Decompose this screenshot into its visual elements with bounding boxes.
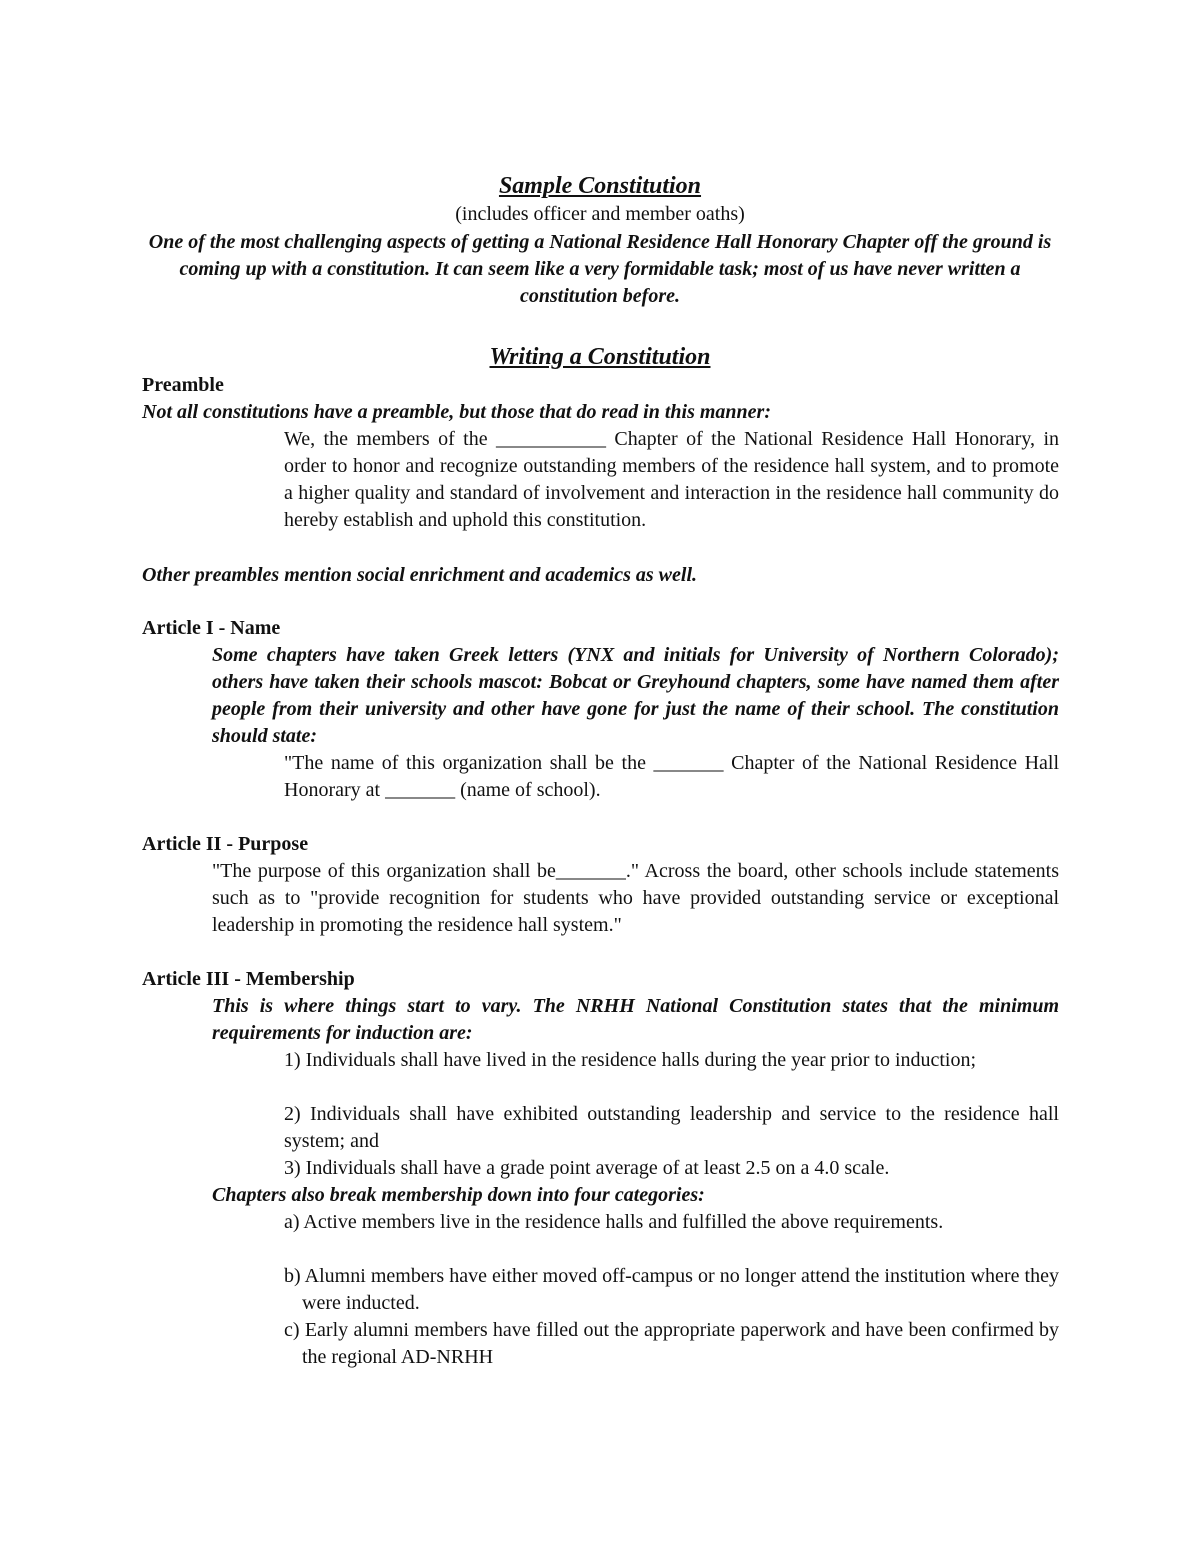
preamble-closing: Other preambles mention social enrichment and academics as well. — [142, 564, 697, 586]
article-3-note: This is where things start to vary. The NRHH National Constitution states that the minimum requirements for induction are: — [212, 995, 1059, 1044]
category-b: b) Alumni members have either moved off-campus or no longer attend the institution where they were inducted. — [284, 1265, 1059, 1314]
article-1-heading: Article I - Name — [142, 617, 281, 639]
section-title: Writing a Constitution — [489, 344, 711, 370]
categories-note: Chapters also break membership down into four categories: — [212, 1184, 705, 1206]
requirement-2: 2) Individuals shall have exhibited outstanding leadership and service to the residence hall system; and — [284, 1103, 1059, 1152]
article-1-note: Some chapters have taken Greek letters (YNX and initials for University of Northern Colorado); others have taken their schools mascot: Bobcat or Greyhound chapters, some have named them after people from their university and other have gone for just the name of their school. The constitution should state: — [212, 644, 1059, 747]
category-c: c) Early alumni members have filled out the appropriate paperwork and have been confirmed by the regional AD-NRHH — [284, 1319, 1059, 1368]
requirement-3: 3) Individuals shall have a grade point average of at least 2.5 on a 4.0 scale. — [284, 1157, 890, 1179]
article-1-text: "The name of this organization shall be the _______ Chapter of the National Residence Hall Honorary at _______ (name of school). — [284, 752, 1059, 801]
intro-paragraph: One of the most challenging aspects of getting a National Residence Hall Honorary Chapter off the ground is coming up with a constitution. It can seem like a very formidable task; most of us have never written a constitution before. — [148, 231, 1052, 307]
preamble-note: Not all constitutions have a preamble, but those that do read in this manner: — [142, 401, 771, 423]
preamble-heading: Preamble — [142, 374, 224, 396]
requirement-1: 1) Individuals shall have lived in the residence halls during the year prior to induction; — [284, 1049, 977, 1071]
document-title: Sample Constitution — [498, 173, 702, 199]
article-2-text: "The purpose of this organization shall be_______." Across the board, other schools include statements such as to "provide recognition for students who have provided outstanding service or exceptional leadership in promoting the residence hall system." — [212, 860, 1059, 936]
article-3-heading: Article III - Membership — [142, 968, 355, 990]
document-subtitle: (includes officer and member oaths) — [455, 203, 745, 225]
category-a: a) Active members live in the residence halls and fulfilled the above requirements. — [284, 1211, 944, 1233]
preamble-text: We, the members of the ___________ Chapter of the National Residence Hall Honorary, in order to honor and recognize outstanding members of the residence hall system, and to promote a higher quality and standard of involvement and interaction in the residence hall community do hereby establish and uphold this constitution. — [284, 428, 1059, 531]
article-2-heading: Article II - Purpose — [142, 833, 309, 855]
